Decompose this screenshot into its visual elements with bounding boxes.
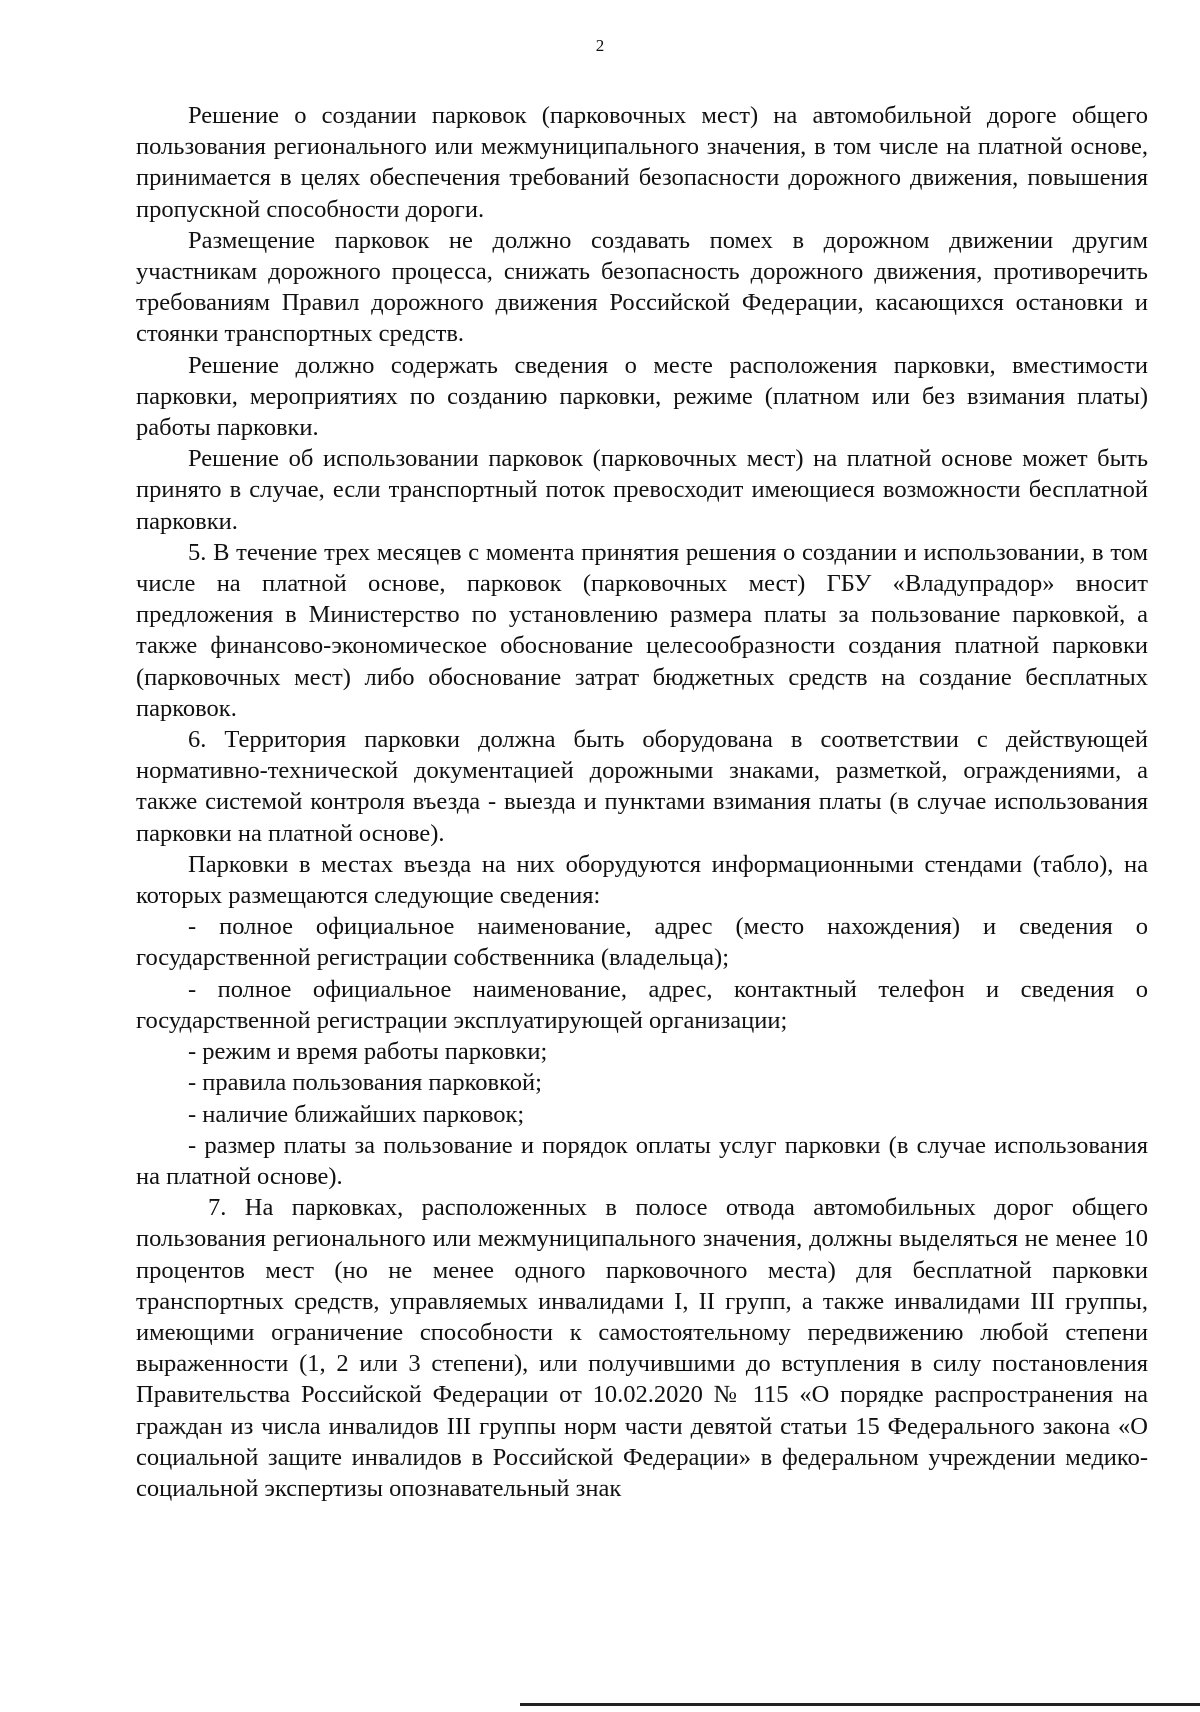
list-item-operator-info: - полное официальное наименование, адрес, контактный телефон и сведения о государственной регистрации эксплуатирующей организации;	[136, 975, 1148, 1034]
list-item-owner-info: - полное официальное наименование, адрес (место нахождения) и сведения о государственной регистрации собственника (владельца);	[136, 913, 1148, 972]
paragraph-parking-decision: Решение о создании парковок (парковочных мест) на автомобильной дороге общего пользования регионального или межмуниципального значения, в том числе на платной основе, принимается в целях обеспечения требований безопасности дорожного движения, повышения пропускной способности дороги.	[136, 102, 1148, 223]
scan-edge-line	[520, 1703, 1200, 1706]
paragraph-item-6: 6. Территория парковки должна быть оборудована в соответствии с действующей нормативно-технической документацией дорожными знаками, разметкой, ограждениями, а также системой контроля въезда - выезда и пунктами взимания платы (в случае использования парковки на платной основе).	[136, 726, 1148, 847]
paragraph-paid-parking-decision: Решение об использовании парковок (парковочных мест) на платной основе может быть принято в случае, если транспортный поток превосходит имеющиеся возможности бесплатной парковки.	[136, 445, 1148, 535]
paragraph-parking-placement: Размещение парковок не должно создавать помех в дорожном движении другим участникам дорожного процесса, снижать безопасность дорожного движения, противоречить требованиям Правил дорожного движения Российской Федерации, касающихся остановки и стоянки транспортных средств.	[136, 226, 1148, 348]
list-item-working-hours: - режим и время работы парковки;	[188, 1038, 548, 1066]
list-item-usage-rules: - правила пользования парковкой;	[188, 1069, 542, 1097]
paragraph-item-7: 7. На парковках, расположенных в полосе отвода автомобильных дорог общего пользования регионального или межмуниципального значения, должны выделяться не менее 10 процентов мест (но не менее одного парковочного места) для бесплатной парковки транспортных средств, управляемых инвалидами I, II групп, а также инвалидами III группы, имеющими ограничение способности к самостоятельному передвижению любой степени выраженности (1, 2 или 3 степени), или получившими до вступления в силу постановления Правительства Российской Федерации от 10.02.2020 № 115 «О порядке распространения на граждан из числа инвалидов III группы норм части девятой статьи 15 Федерального закона «О социальной защите инвалидов в Российской Федерации» в федеральном учреждении медико-социальной экспертизы опознавательный знак	[136, 1194, 1148, 1502]
paragraph-info-stands: Парковки в местах въезда на них оборудуются информационными стендами (табло), на которых размещаются следующие сведения:	[136, 850, 1148, 910]
list-item-fee-info: - размер платы за пользование и порядок оплаты услуг парковки (в случае использования на платной основе).	[136, 1131, 1148, 1190]
paragraph-decision-contents: Решение должно содержать сведения о месте расположения парковки, вместимости парковки, мероприятиях по созданию парковки, режиме (платном или без взимания платы) работы парковки.	[136, 351, 1148, 442]
page-number: 2	[595, 36, 605, 55]
paragraph-item-5: 5. В течение трех месяцев с момента принятия решения о создании и использовании, в том числе на платной основе, парковок (парковочных мест) ГБУ «Владупрадор» вносит предложения в Министерство по установлению размера платы за пользование парковкой, а также финансово-экономическое обоснование целесообразности создания платной парковки (парковочных мест) либо обоснование затрат бюджетных средств на создание бесплатных парковок.	[136, 538, 1148, 722]
document-body	[136, 100, 1148, 1504]
list-item-nearest-parking: - наличие ближайших парковок;	[188, 1100, 525, 1128]
